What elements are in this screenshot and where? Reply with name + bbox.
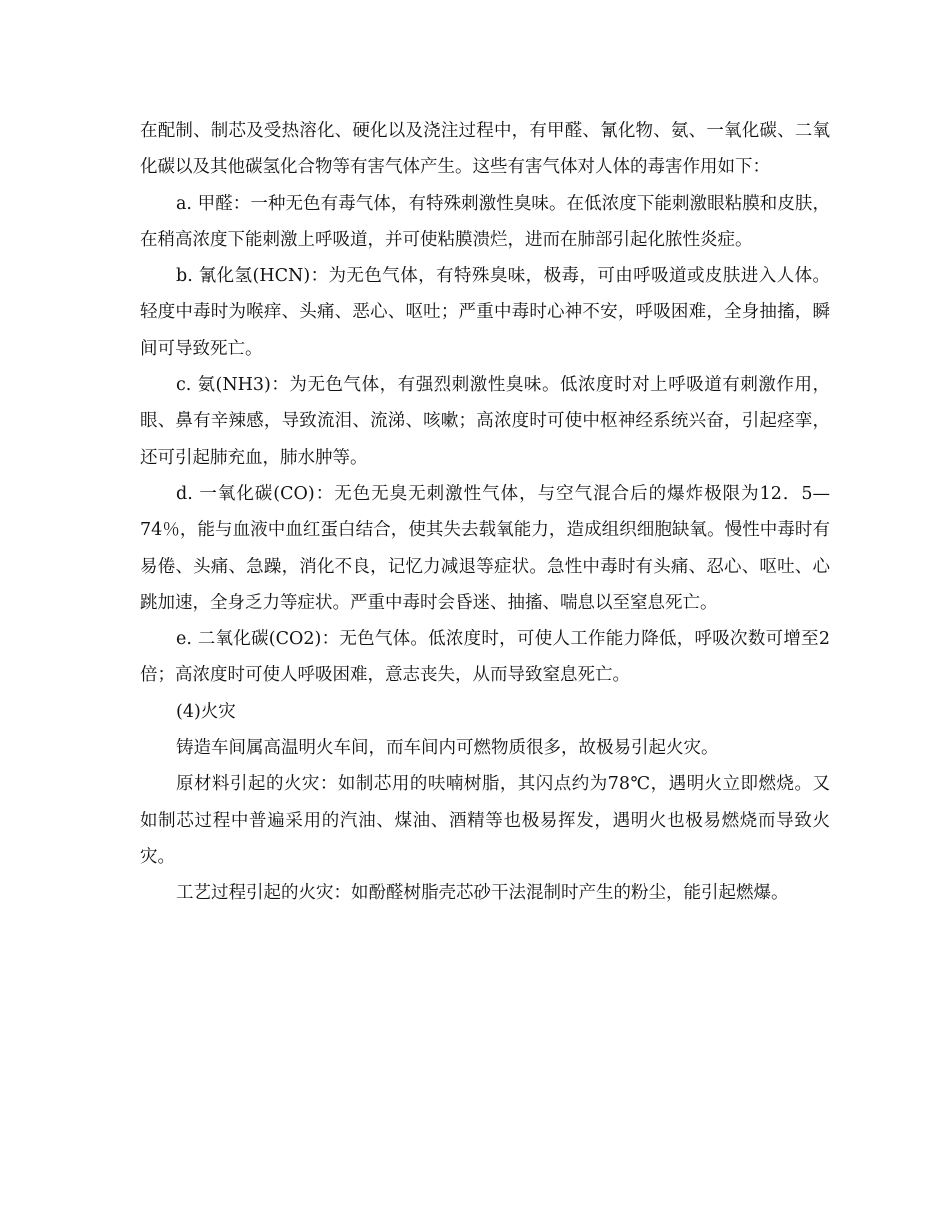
paragraph-ammonia: c. 氨(NH3)：为无色气体，有强烈刺激性臭味。低浓度时对上呼吸道有刺激作用，眼、鼻有辛辣感，导致流泪、流涕、咳嗽；高浓度时可使中枢神经系统兴奋，引起痉挛，还可引起肺充血，肺水肿等。 bbox=[140, 375, 830, 468]
paragraph-carbon-monoxide: d. 一氧化碳(CO)：无色无臭无刺激性气体，与空气混合后的爆炸极限为12．5—74％，能与血液中血红蛋白结合，使其失去载氧能力，造成组织细胞缺氧。慢性中毒时有易倦、头痛、急躁，消化不良，记忆力减退等症状。急性中毒时有头痛、忍心、呕吐、心跳加速，全身乏力等症状。严重中毒时会昏迷、抽搐、喘息以至窒息死亡。 bbox=[140, 483, 830, 613]
paragraph-formaldehyde: a. 甲醛：一种无色有毒气体，有特殊刺激性臭味。在低浓度下能刺激眼粘膜和皮肤，在稍高浓度下能刺激上呼吸道，并可使粘膜溃烂，进而在肺部引起化脓性炎症。 bbox=[140, 193, 830, 250]
paragraph-fire-raw-materials: 原材料引起的火灾：如制芯用的呋喃树脂，其闪点约为78℃，遇明火立即燃烧。又如制芯过程中普遍采用的汽油、煤油、酒精等也极易挥发，遇明火也极易燃烧而导致火灾。 bbox=[140, 774, 830, 867]
paragraph-fire-overview: 铸造车间属高温明火车间，而车间内可燃物质很多，故极易引起火灾。 bbox=[176, 738, 719, 759]
paragraph-carbon-dioxide: e. 二氧化碳(CO2)：无色气体。低浓度时，可使人工作能力降低，呼吸次数可增至2倍；高浓度时可使人呼吸困难，意志丧失，从而导致窒息死亡。 bbox=[140, 629, 830, 686]
paragraph-intro: 在配制、制芯及受热溶化、硬化以及浇注过程中，有甲醛、氰化物、氨、一氧化碳、二氧化碳以及其他碳氢化合物等有害气体产生。这些有害气体对人体的毒害作用如下： bbox=[140, 121, 830, 178]
paragraph-fire-process: 工艺过程引起的火灾：如酚醛树脂壳芯砂干法混制时产生的粉尘，能引起燃爆。 bbox=[176, 883, 789, 904]
paragraph-hydrogen-cyanide: b. 氰化氢(HCN)：为无色气体，有特殊臭味，极毒，可由呼吸道或皮肤进入人体。轻度中毒时为喉痒、头痛、恶心、呕吐；严重中毒时心神不安，呼吸困难，全身抽搐，瞬间可导致死亡。 bbox=[140, 266, 830, 359]
document-body bbox=[140, 113, 830, 912]
section-heading-fire: (4)火灾 bbox=[176, 701, 236, 722]
